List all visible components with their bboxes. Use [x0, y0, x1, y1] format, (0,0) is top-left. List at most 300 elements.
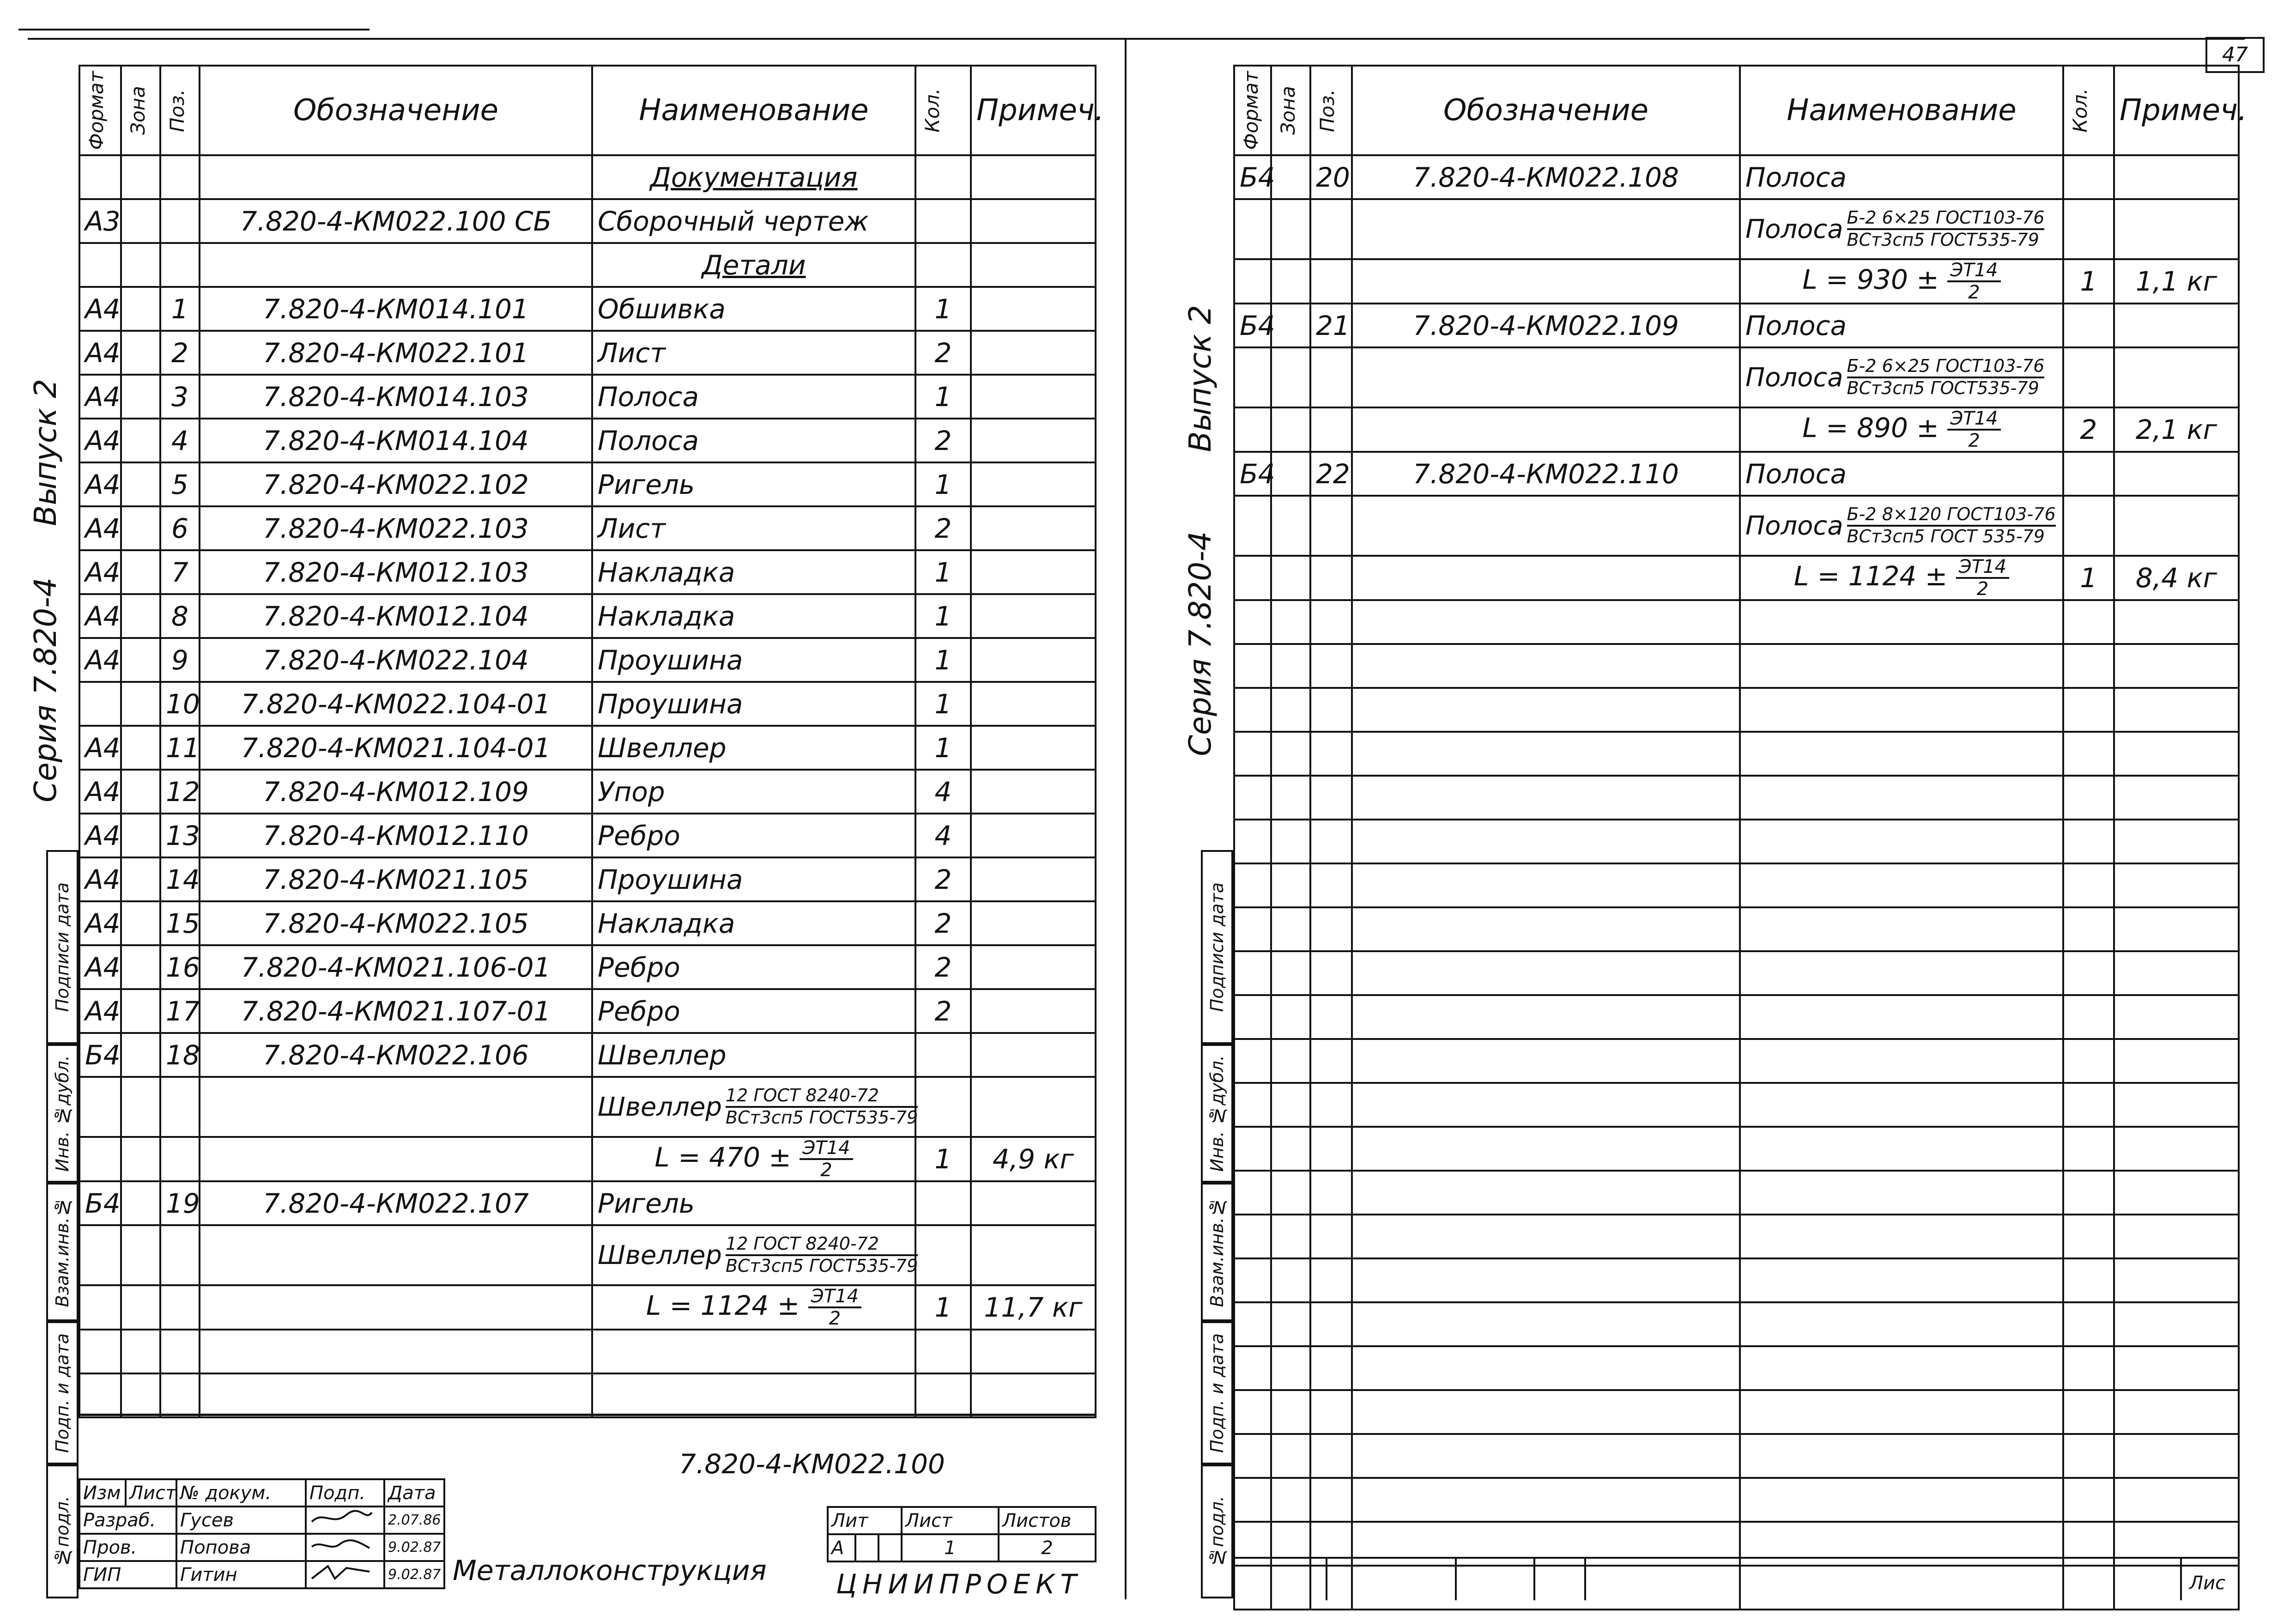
- zone-cell: [1271, 600, 1310, 644]
- name-cell: Полоса: [1740, 155, 2063, 199]
- qty-cell: [2063, 1215, 2114, 1258]
- qty-cell: [2063, 1478, 2114, 1522]
- name-cell: [1740, 644, 2063, 688]
- date-razrab: 2.07.86: [384, 1507, 444, 1534]
- qty-cell: [2063, 951, 2114, 995]
- right-spec-row: [1234, 951, 2239, 995]
- format-cell: [1234, 776, 1271, 820]
- designation-cell: [1352, 1478, 1740, 1522]
- qty-cell: [2063, 776, 2114, 820]
- name-cell: Лист: [592, 331, 915, 375]
- stamp-list: Лист: [126, 1479, 176, 1507]
- pos-cell: 7: [160, 550, 200, 594]
- note-header: Примеч.: [2114, 66, 2239, 155]
- format-cell: Б4: [1234, 304, 1271, 347]
- format-cell: [1234, 688, 1271, 732]
- format-cell: [1234, 1302, 1271, 1346]
- format-cell: Б4: [1234, 452, 1271, 496]
- note-cell: [2114, 1390, 2239, 1434]
- side-box-label: №подл.: [1207, 1495, 1227, 1567]
- side-box: [46, 1183, 79, 1321]
- qty-cell: 1: [2063, 259, 2114, 304]
- side-box: [46, 1464, 79, 1598]
- name-cell: Полоса: [1740, 304, 2063, 347]
- tolerance-fraction: $\frac{ЭТ14}{2}$: [800, 1138, 853, 1180]
- note-cell: [2114, 1478, 2239, 1522]
- designation-cell: [1352, 1302, 1740, 1346]
- note-cell: [2114, 1258, 2239, 1302]
- side-box-label: Взам.инв.№: [52, 1197, 73, 1307]
- strip-divider-4: [1584, 1559, 1586, 1600]
- name-cell: [1740, 1434, 2063, 1478]
- name-cell: Упор: [592, 770, 915, 814]
- zone-cell: [121, 550, 160, 594]
- note-cell: [2114, 1434, 2239, 1478]
- side-box: [1201, 850, 1233, 1044]
- format-cell: [1234, 1215, 1271, 1258]
- right-spec-row: [1234, 995, 2239, 1039]
- material-spec: [1745, 504, 2058, 547]
- note-cell: [2114, 600, 2239, 644]
- date-gip: 9.02.87: [384, 1561, 444, 1588]
- format-cell: А4: [79, 638, 121, 682]
- pos-cell: [1310, 951, 1352, 995]
- zone-cell: [1271, 496, 1310, 556]
- name-header: Наименование: [1740, 66, 2063, 155]
- note-cell: [971, 594, 1096, 638]
- note-cell: [971, 375, 1096, 419]
- right-bottom-strip: [1233, 1557, 2238, 1600]
- designation-cell: [1352, 995, 1740, 1039]
- format-cell: А4: [79, 594, 121, 638]
- format-cell: [79, 155, 121, 199]
- name-razrab: Гусев: [176, 1507, 306, 1534]
- format-cell: А4: [79, 857, 121, 901]
- right-spec-row: [1234, 907, 2239, 951]
- qty-cell: [915, 1033, 971, 1077]
- note-cell: [971, 989, 1096, 1033]
- zone-cell: [1271, 1478, 1310, 1522]
- qty-cell: [2063, 1390, 2114, 1434]
- note-cell: [2114, 452, 2239, 496]
- zone-cell: [121, 1033, 160, 1077]
- qty-cell: 1: [915, 375, 971, 419]
- qty-cell: 1: [915, 462, 971, 506]
- left-spec-row: [79, 682, 1096, 726]
- pos-cell: 13: [160, 814, 200, 857]
- left-spec-row: [79, 594, 1096, 638]
- name-cell: [1740, 1127, 2063, 1171]
- qty-cell: 2: [915, 419, 971, 462]
- right-spec-row: [1234, 1434, 2239, 1478]
- stamp-row-razrab: [79, 1507, 444, 1534]
- right-spec-body: [1234, 155, 2239, 1610]
- designation-cell: 7.820-4-КМ022.109: [1352, 304, 1740, 347]
- product-name: Металлоконструкция: [453, 1555, 767, 1587]
- note-cell: [2114, 951, 2239, 995]
- section-heading: Детали: [702, 249, 806, 281]
- note-cell: [2114, 820, 2239, 863]
- strip-divider-2: [1455, 1559, 1457, 1600]
- qty-cell: [2063, 1346, 2114, 1390]
- left-spec-row: [79, 1181, 1096, 1225]
- lit-empty-1: [855, 1534, 878, 1561]
- qty-cell: [2063, 1127, 2114, 1171]
- designation-cell: [1352, 496, 1740, 556]
- qty-cell: [2063, 155, 2114, 199]
- designation-cell: 7.820-4-КМ021.106-01: [200, 945, 592, 989]
- signature-prov: [306, 1534, 384, 1561]
- material-grade: ВСт3сп5 ГОСТ535-79: [725, 1256, 918, 1276]
- name-cell: Полоса: [1740, 452, 2063, 496]
- format-cell: А4: [79, 375, 121, 419]
- left-spec-row: [79, 726, 1096, 770]
- zone-cell: [1271, 820, 1310, 863]
- left-header-row: [79, 66, 1096, 155]
- zone-cell: [1271, 1302, 1310, 1346]
- qty-cell: 2: [915, 989, 971, 1033]
- designation-cell: [1352, 407, 1740, 452]
- zone-cell: [1271, 995, 1310, 1039]
- qty-cell: [915, 1181, 971, 1225]
- right-spec-row: [1234, 347, 2239, 407]
- designation-cell: 7.820-4-КМ021.105: [200, 857, 592, 901]
- left-series-label: Серия 7.820-4: [28, 577, 63, 802]
- note-cell: [2114, 1346, 2239, 1390]
- designation-cell: [1352, 644, 1740, 688]
- pos-cell: 15: [160, 901, 200, 945]
- designation-cell: [1352, 907, 1740, 951]
- note-cell: [971, 770, 1096, 814]
- pos-cell: [1310, 1127, 1352, 1171]
- strip-divider-1: [1326, 1559, 1327, 1600]
- right-issue-label: Выпуск 2: [1182, 305, 1218, 452]
- zone-cell: [121, 770, 160, 814]
- left-spec-row: [79, 155, 1096, 199]
- signature-gip: [306, 1561, 384, 1588]
- designation-cell: [1352, 688, 1740, 732]
- name-cell: Ребро: [592, 945, 915, 989]
- qty-cell: [2063, 863, 2114, 907]
- format-cell: [1234, 496, 1271, 556]
- left-spec-row: [79, 1285, 1096, 1330]
- name-cell: [592, 155, 915, 199]
- note-cell: [971, 1077, 1096, 1137]
- note-cell: [2114, 1171, 2239, 1215]
- qty-cell: [2063, 907, 2114, 951]
- sheet-info-header: [828, 1507, 1096, 1534]
- right-spec-row: [1234, 407, 2239, 452]
- pos-cell: [1310, 1171, 1352, 1215]
- format-cell: [1234, 644, 1271, 688]
- note-header: Примеч.: [971, 66, 1096, 155]
- lit-label: Лит: [828, 1507, 902, 1534]
- note-cell: [2114, 1215, 2239, 1258]
- format-cell: [1234, 951, 1271, 995]
- name-cell: [1740, 863, 2063, 907]
- designation-cell: 7.820-4-КМ012.104: [200, 594, 592, 638]
- name-cell: Лист: [592, 506, 915, 550]
- side-box-label: Подписи дата: [1207, 882, 1227, 1012]
- designation-cell: [200, 155, 592, 199]
- left-spec-row: [79, 550, 1096, 594]
- note-cell: [971, 945, 1096, 989]
- format-header: Формат: [1234, 66, 1271, 155]
- top-stroke: [18, 29, 370, 30]
- sheet-info-table: [827, 1506, 1097, 1562]
- right-spec-row: [1234, 1039, 2239, 1083]
- note-cell: [971, 199, 1096, 243]
- designation-cell: [200, 243, 592, 287]
- note-cell: [971, 857, 1096, 901]
- designation-cell: 7.820-4-КМ012.109: [200, 770, 592, 814]
- name-cell: [1740, 820, 2063, 863]
- material-spec: [598, 1233, 918, 1276]
- left-spec-row: [79, 945, 1096, 989]
- pos-cell: [1310, 995, 1352, 1039]
- qty-cell: [2063, 644, 2114, 688]
- note-cell: [971, 1033, 1096, 1077]
- name-cell: [1740, 907, 2063, 951]
- note-cell: [2114, 496, 2239, 556]
- name-cell: [592, 1225, 918, 1285]
- zone-cell: [121, 155, 160, 199]
- format-cell: [79, 1077, 121, 1137]
- designation-cell: 7.820-4-КМ022.106: [200, 1033, 592, 1077]
- pos-cell: 16: [160, 945, 200, 989]
- designation-cell: 7.820-4-КМ022.100 СБ: [200, 199, 592, 243]
- name-cell: [1740, 1171, 2063, 1215]
- left-spec-row: [79, 1137, 1096, 1181]
- zone-cell: [1271, 732, 1310, 776]
- qty-cell: 1: [915, 638, 971, 682]
- name-cell: Обшивка: [592, 287, 915, 331]
- designation-cell: 7.820-4-КМ022.107: [200, 1181, 592, 1225]
- organization: ЦНИИПРОЕКТ: [836, 1568, 1082, 1600]
- designation-cell: [200, 1330, 592, 1373]
- name-cell: [1740, 776, 2063, 820]
- corner-fragment: Лис: [2189, 1573, 2226, 1594]
- pos-cell: 12: [160, 770, 200, 814]
- right-spec-row: [1234, 863, 2239, 907]
- pos-cell: [160, 155, 200, 199]
- name-cell: [1740, 347, 2063, 407]
- side-box-label: Инв. №дубл.: [52, 1055, 73, 1172]
- qty-cell: 2: [915, 331, 971, 375]
- designation-cell: 7.820-4-КМ022.103: [200, 506, 592, 550]
- format-cell: А4: [79, 989, 121, 1033]
- right-spec-row: [1234, 1083, 2239, 1127]
- name-cell: [1740, 556, 2063, 600]
- qty-cell: 1: [915, 550, 971, 594]
- note-cell: [2114, 776, 2239, 820]
- left-spec-row: [79, 331, 1096, 375]
- material-grade: ВСт3сп5 ГОСТ535-79: [1847, 230, 2039, 250]
- name-cell: [592, 1077, 918, 1137]
- note-cell: [2114, 644, 2239, 688]
- left-spec-row: [79, 1033, 1096, 1077]
- right-series-label: Серия 7.820-4: [1182, 531, 1218, 756]
- name-cell: Ребро: [592, 814, 915, 857]
- zone-cell: [121, 1373, 160, 1417]
- pos-cell: 6: [160, 506, 200, 550]
- name-cell: Полоса: [592, 375, 915, 419]
- pos-cell: 2: [160, 331, 200, 375]
- zone-cell: [121, 901, 160, 945]
- pos-header: Поз.: [160, 66, 200, 155]
- zone-cell: [1271, 1083, 1310, 1127]
- qty-cell: 1: [915, 287, 971, 331]
- pos-cell: [160, 1373, 200, 1417]
- name-cell: Накладка: [592, 901, 915, 945]
- stamp-table: [79, 1478, 445, 1589]
- right-spec-row: [1234, 776, 2239, 820]
- zone-cell: [1271, 1346, 1310, 1390]
- qty-cell: [2063, 1302, 2114, 1346]
- left-spec-row: [79, 287, 1096, 331]
- format-cell: [79, 682, 121, 726]
- name-cell: [1740, 951, 2063, 995]
- qty-cell: [2063, 732, 2114, 776]
- designation-cell: [200, 1225, 592, 1285]
- left-spec-row: [79, 770, 1096, 814]
- zone-cell: [121, 945, 160, 989]
- qty-cell: 2: [2063, 407, 2114, 452]
- sheet-info-values: [828, 1534, 1096, 1561]
- listov-label: Листов: [999, 1507, 1096, 1534]
- designation-cell: 7.820-4-КМ012.103: [200, 550, 592, 594]
- zone-cell: [121, 1285, 160, 1330]
- pos-cell: 10: [160, 682, 200, 726]
- pos-cell: [1310, 1302, 1352, 1346]
- material-spec: [1745, 208, 2058, 250]
- zone-cell: [1271, 304, 1310, 347]
- right-spec-row: [1234, 155, 2239, 199]
- stamp-row-prov: [79, 1534, 444, 1561]
- material-profile: Б-2 6×25 ГОСТ103-76: [1847, 208, 2045, 230]
- format-cell: А4: [79, 287, 121, 331]
- name-cell: Сборочный чертеж: [592, 199, 915, 243]
- designation-cell: [200, 1137, 592, 1181]
- zone-cell: [121, 243, 160, 287]
- designation-cell: [1352, 1434, 1740, 1478]
- left-spec-row: [79, 243, 1096, 287]
- designation-cell: 7.820-4-КМ021.107-01: [200, 989, 592, 1033]
- note-cell: [2114, 304, 2239, 347]
- name-cell: [1740, 259, 2063, 304]
- zone-cell: [121, 989, 160, 1033]
- name-cell: Ребро: [592, 989, 915, 1033]
- qty-cell: 2: [915, 945, 971, 989]
- designation-cell: [1352, 863, 1740, 907]
- stamp-izm: Изм: [79, 1479, 126, 1507]
- right-spec-row: [1234, 1258, 2239, 1302]
- pos-cell: 8: [160, 594, 200, 638]
- right-spec-row: [1234, 1302, 2239, 1346]
- zone-cell: [1271, 907, 1310, 951]
- zone-cell: [1271, 1434, 1310, 1478]
- pos-cell: 14: [160, 857, 200, 901]
- lit-value: А: [828, 1534, 855, 1561]
- pos-cell: 5: [160, 462, 200, 506]
- qty-cell: 1: [915, 594, 971, 638]
- format-cell: А4: [79, 550, 121, 594]
- pos-cell: [1310, 776, 1352, 820]
- qty-cell: [2063, 688, 2114, 732]
- name-cell: Ригель: [592, 462, 915, 506]
- qty-cell: 1: [915, 1137, 971, 1181]
- pos-cell: [160, 1137, 200, 1181]
- format-cell: [79, 1373, 121, 1417]
- left-issue-label: Выпуск 2: [28, 379, 63, 526]
- right-spec-row: [1234, 1127, 2239, 1171]
- zone-cell: [121, 857, 160, 901]
- title-block: [79, 1414, 1095, 1601]
- format-cell: А4: [79, 901, 121, 945]
- note-cell: [2114, 995, 2239, 1039]
- length-value: L = 1124 ±: [1793, 560, 1956, 592]
- qty-cell: [915, 1330, 971, 1373]
- left-spec-row: [79, 1077, 1096, 1137]
- designation-cell: [1352, 600, 1740, 644]
- designation-cell: 7.820-4-КМ022.108: [1352, 155, 1740, 199]
- right-spec-row: [1234, 600, 2239, 644]
- note-cell: [2114, 1302, 2239, 1346]
- designation-cell: [1352, 347, 1740, 407]
- qty-cell: [915, 199, 971, 243]
- qty-cell: [915, 243, 971, 287]
- format-cell: Б4: [1234, 155, 1271, 199]
- format-cell: А4: [79, 945, 121, 989]
- material-profile: 12 ГОСТ 8240-72: [726, 1086, 918, 1108]
- note-cell: [971, 726, 1096, 770]
- designation-cell: [1352, 1083, 1740, 1127]
- format-cell: [1234, 259, 1271, 304]
- note-cell: [971, 682, 1096, 726]
- designation-cell: [1352, 1171, 1740, 1215]
- designation-cell: [1352, 199, 1740, 259]
- pos-cell: [1310, 407, 1352, 452]
- pos-cell: [1310, 1390, 1352, 1434]
- left-spec-row: [79, 375, 1096, 419]
- left-spec-row: [79, 814, 1096, 857]
- format-cell: А4: [79, 331, 121, 375]
- tolerance-fraction: $\frac{ЭТ14}{2}$: [1956, 557, 2009, 599]
- pos-cell: 17: [160, 989, 200, 1033]
- format-cell: А4: [79, 770, 121, 814]
- side-box: [1201, 1183, 1233, 1321]
- note-cell: [2114, 1127, 2239, 1171]
- pos-cell: [1310, 644, 1352, 688]
- note-cell: [971, 1181, 1096, 1225]
- name-cell: Швеллер: [592, 726, 915, 770]
- zone-cell: [121, 419, 160, 462]
- note-cell: [971, 638, 1096, 682]
- zone-cell: [121, 375, 160, 419]
- designation-cell: [1352, 776, 1740, 820]
- format-cell: Б4: [79, 1033, 121, 1077]
- side-box: [1201, 1044, 1233, 1183]
- format-cell: [79, 1225, 121, 1285]
- note-cell: [2114, 199, 2239, 259]
- name-cell: [1740, 407, 2063, 452]
- role-prov: Пров.: [79, 1534, 176, 1561]
- zone-cell: [1271, 1039, 1310, 1083]
- qty-cell: [915, 1077, 971, 1137]
- format-cell: [1234, 820, 1271, 863]
- list-label: Лист: [902, 1507, 999, 1534]
- designation-cell: [1352, 1346, 1740, 1390]
